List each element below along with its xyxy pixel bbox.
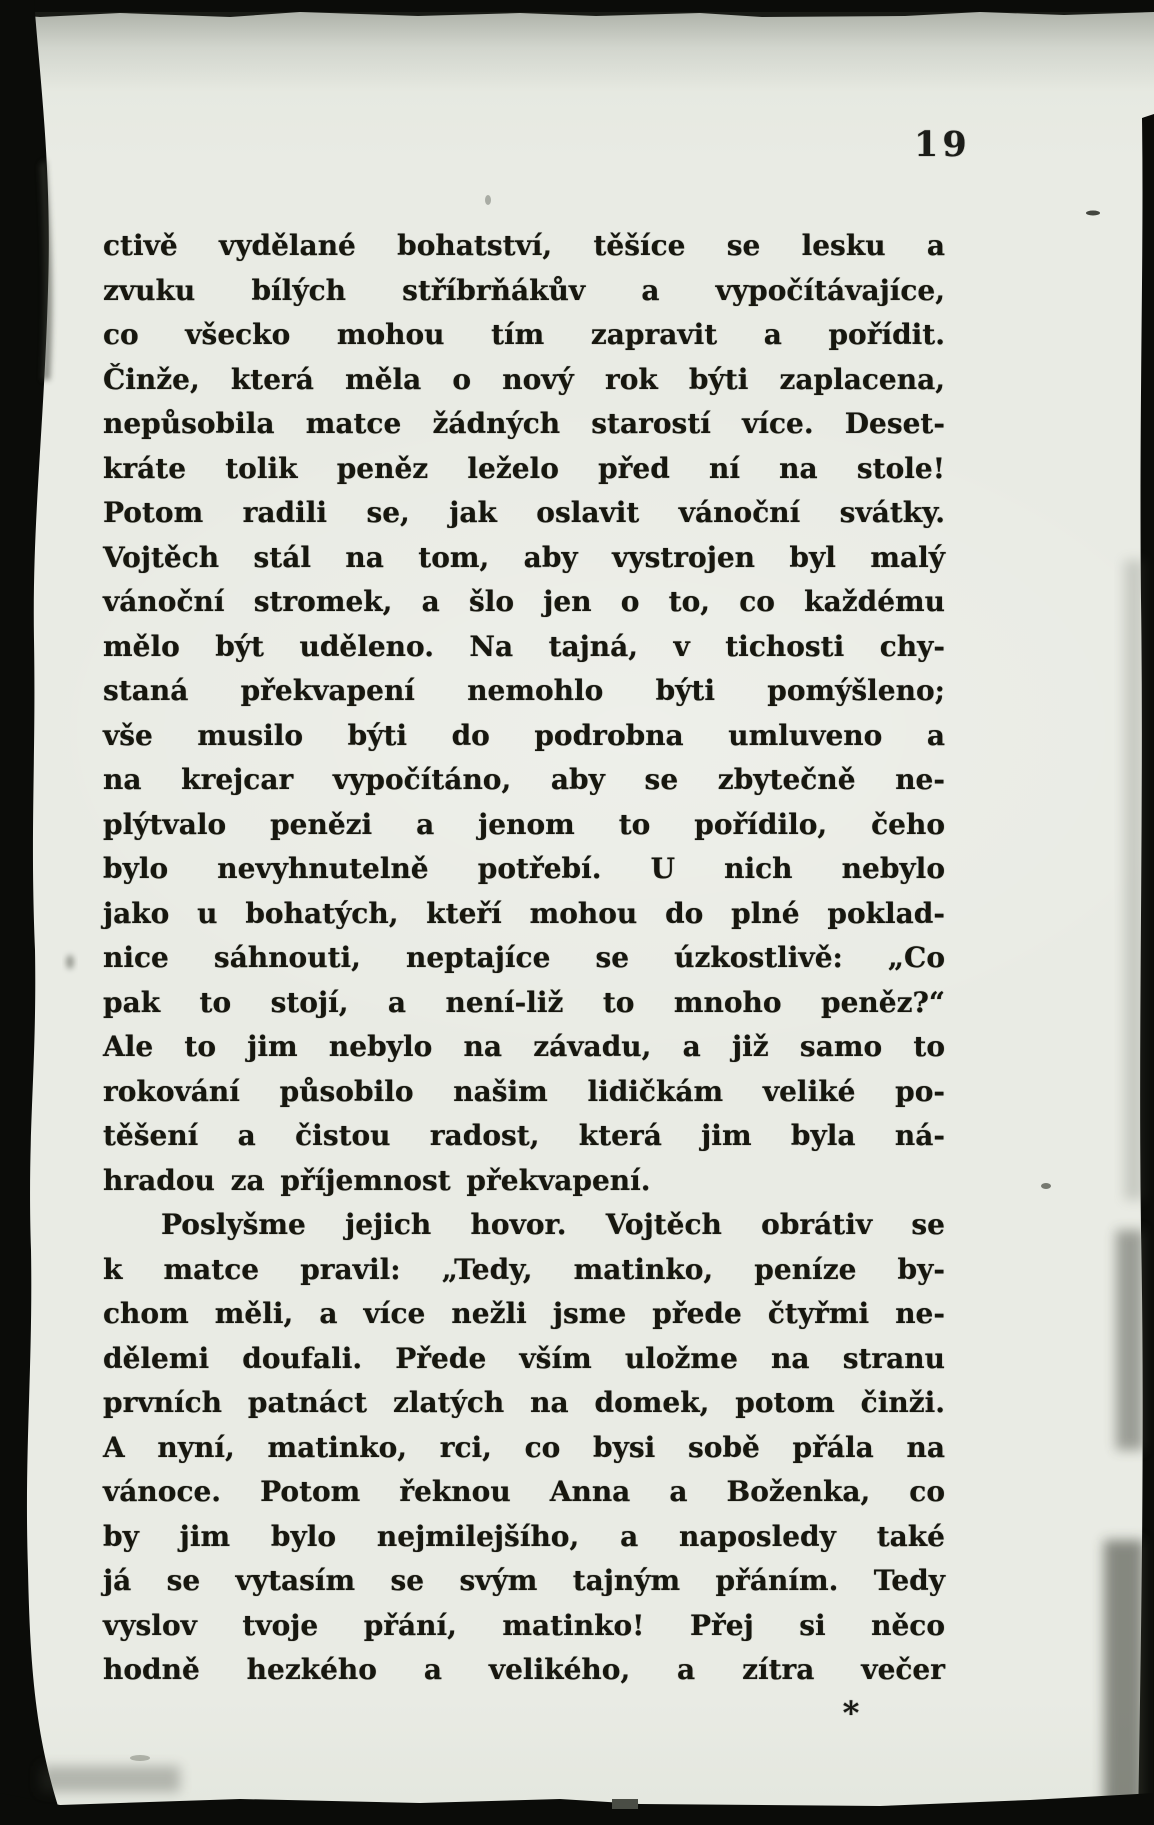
text-line: Poslyšme jejich hovor. Vojtěch obrátiv se	[161, 1208, 945, 1241]
text-line: vánoční stromek, a šlo jen o to, co každému	[103, 585, 945, 618]
text-line: mělo být uděleno. Na tajná, v tichosti chy-	[103, 629, 945, 663]
text-line: Ale to jim nebylo na závadu, a již samo to	[103, 1030, 945, 1063]
page-text-block	[103, 224, 945, 1693]
text-line: k matce pravil: „Tedy, matinko, peníze by-	[103, 1252, 945, 1286]
text-line: jako u bohatých, kteří mohou do plné poklad-	[103, 896, 945, 930]
text-line: prvních patnáct zlatých na domek, potom činži.	[103, 1386, 945, 1419]
text-line: chom měli, a více nežli jsme přede čtyřmi ne-	[103, 1297, 945, 1330]
text-line: kráte tolik peněz leželo před ní na stole!	[103, 451, 945, 485]
ink-speck	[130, 1755, 150, 1761]
text-line: bylo nevyhnutelně potřebí. U nich nebylo	[103, 852, 945, 885]
scan-border-right	[1138, 114, 1154, 1825]
text-line: Činže, která měla o nový rok býti zaplacena,	[103, 362, 945, 396]
text-line: nepůsobila matce žádných starostí více. Deset-	[103, 407, 945, 440]
scan-border-left	[0, 0, 58, 1806]
text-line: nice sáhnouti, neptajíce se úzkostlivě: „Co	[103, 941, 945, 974]
text-line: vše musilo býti do podrobna umluveno a	[103, 718, 945, 752]
text-line: hradou za příjemnost překvapení.	[103, 1163, 651, 1197]
text-line: pak to stojí, a není-liž to mnoho peněz?“	[103, 985, 945, 1019]
text-line: co všecko mohou tím zapravit a pořídit.	[103, 318, 945, 351]
text-line: hodně hezkého a velikého, a zítra večer	[103, 1653, 945, 1686]
text-line: těšení a čistou radost, která jim byla ná-	[103, 1119, 945, 1152]
text-line: Vojtěch stál na tom, aby vystrojen byl malý	[103, 540, 945, 574]
text-line: staná překvapení nemohlo býti pomýšleno;	[103, 674, 945, 707]
ink-speck	[1041, 1183, 1051, 1189]
ink-speck	[1086, 211, 1100, 216]
text-line: na krejcar vypočítáno, aby se zbytečně ne-	[103, 763, 945, 796]
text-line: já se vytasím se svým tajným přáním. Tedy	[103, 1564, 945, 1597]
text-line: plýtvalo penězi a jenom to pořídilo, čeho	[103, 807, 945, 841]
ink-speck	[485, 195, 491, 205]
text-line: ctivě vydělané bohatství, těšíce se lesku a	[103, 229, 945, 262]
text-line: Potom radili se, jak oslavit vánoční svátky.	[103, 496, 945, 529]
text-line: vánoce. Potom řeknou Anna a Boženka, co	[103, 1475, 945, 1508]
text-line: dělemi doufali. Přede vším uložme na stranu	[103, 1341, 945, 1375]
scan-border-bottom	[0, 1793, 1154, 1825]
text-line: A nyní, matinko, rci, co bysi sobě přála na	[103, 1430, 945, 1464]
footnote-asterisk: *	[842, 1694, 860, 1732]
text-line: zvuku bílých stříbrňákův a vypočítávajíce,	[103, 273, 945, 307]
ink-speck	[66, 955, 74, 969]
page-number: 19	[914, 124, 971, 165]
text-line: vyslov tvoje přání, matinko! Přej si něco	[103, 1608, 945, 1642]
text-line: by jim bylo nejmilejšího, a naposledy také	[103, 1519, 945, 1553]
scan-border-top	[0, 0, 1154, 17]
text-line: rokování působilo našim lidičkám veliké po-	[103, 1074, 945, 1108]
